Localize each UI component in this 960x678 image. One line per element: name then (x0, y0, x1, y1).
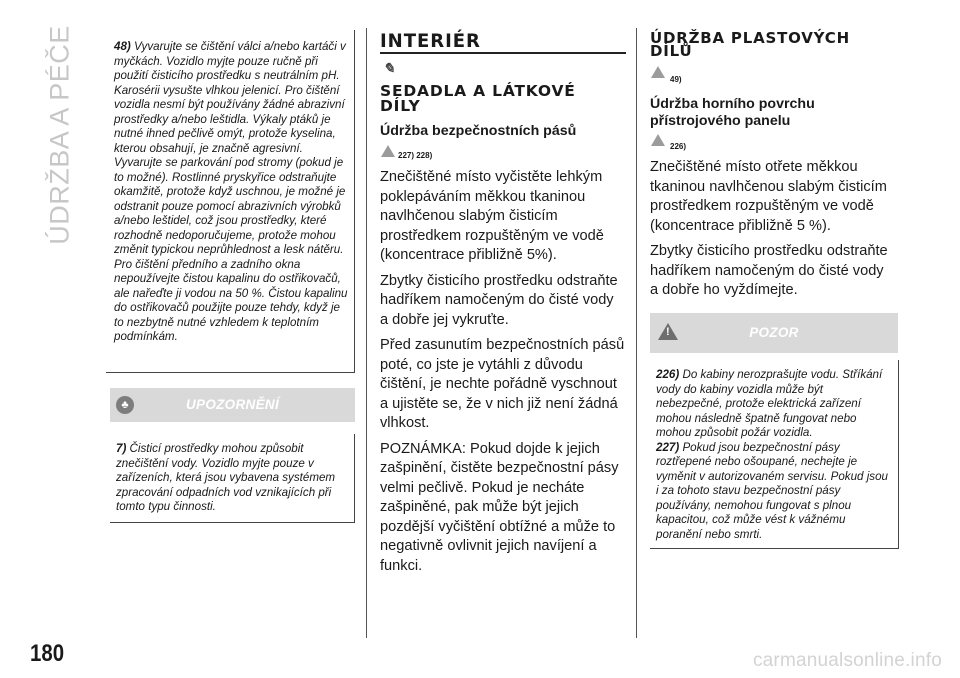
plastics-ref: 49) (670, 75, 682, 84)
heading-rule (380, 52, 626, 54)
dashboard-title: Údržba horního povrchu přístrojového panelu (650, 96, 815, 129)
subheading-seats: SEDADLA A LÁTKOVÉ DÍLY (380, 82, 576, 115)
caution-bar (650, 313, 898, 353)
page-number: 180 (30, 640, 65, 667)
fiat-logo-icon: ✎ (383, 61, 395, 77)
note-7-text: Čisticí prostředky mohou způsobit znečištění vody. Vozidlo myjte pouze v zařízeních, která jsou vybavena systémem zpracování odpadních vod vznikajících při tomto typu činnosti. (116, 442, 336, 513)
seatbelt-refs: 227) 228) (398, 151, 433, 160)
caution-notes (656, 368, 892, 542)
caution-label: POZOR (749, 325, 799, 340)
environment-icon: ♣ (116, 396, 134, 414)
caution-notes-box (650, 360, 899, 549)
column-divider-2 (636, 28, 637, 638)
note-227-text: Pokud jsou bezpečnostní pásy roztřepené nebo ošoupané, nechejte je vyměnit v autorizovaném servisu. Pokud jsou i za tohoto stavu bezpečnostní pásy používány, nemohou fungovat s plnou kapacitou, což může vést k vážnému poranění nebo smrti. (656, 440, 888, 541)
note-226-text: Do kabiny nerozprašujte vodu. Stříkání vody do kabiny vozidla může být nebezpečné, protože elektrická zařízení mohou následně špatně fungovat nebo mohou způsobit požár vozidla. (656, 368, 883, 439)
note-48-text: Vyvarujte se čištění válci a/nebo kartáči v myčkách. Vozidlo myjte pouze ručně při použití čisticího prostředku s neutrálním pH. Karosérii vysušte vlhkou jelenicí. Pro čištění vozidla nesmí být používány žádné abrazivní prostředky a/nebo leštidla. Výkaly ptáků je nutné ihned pečlivě omýt, protože kyselina, kterou obsahují, je značně agresivní. Vyvarujte se parkování pod stromy (pokud je to možné). Rostlinné pryskyřice odstraňujte okamžitě, protože když uschnou, je možné je odstranit pouze pomocí abrazivních výrobků a/nebo leštidel, což jsou prostředky, které rozhodně nedoporučujeme, protože mohou změnit typickou neprůhlednost a lesk nátěru. Pro čištění předního a zadního okna nepoužívejte čistou kapalinu do ostřikovačů, ale nařeďte ji vodou na 50 %. Čistou kapalinu do ostřikovačů použijte pouze tehdy, když je to nezbytně nutné vzhledem k teplotním podmínkám. (114, 40, 348, 343)
warning-bar (110, 388, 355, 422)
dashboard-body (650, 158, 895, 307)
warning-triangle-icon (381, 145, 395, 157)
note-226-number: 226) (656, 368, 680, 381)
warning-triangle-icon (651, 66, 665, 78)
column-divider-1 (366, 28, 367, 638)
paragraph: Před zasunutím bezpečnostních pásů poté, co jste je vytáhli z důvodu čištění, je nechte pořádně vyschnout a ujistěte se, že v nich již není žádná vlhkost. (380, 337, 625, 431)
warning-triangle-icon (651, 134, 665, 146)
seatbelt-body (380, 168, 625, 582)
dashboard-ref: 226) (670, 142, 687, 151)
warning-label: UPOZORNĚNÍ (185, 397, 279, 412)
paragraph: Znečištěné místo otřete měkkou tkaninou navlhčenou slabým čisticím prostředkem rozpuštěným ve vodě (koncentrace přibližně 5 %). (650, 159, 887, 234)
seatbelt-title: Údržba bezpečnostních pásů (380, 123, 577, 139)
note-7-number: 7) (116, 442, 127, 455)
paragraph: Zbytky čisticího prostředku odstraňte hadříkem namočeným do čisté vody a dobře jej vykruťte. (380, 272, 618, 328)
section-heading-interior: INTERIÉR (380, 30, 481, 52)
note-227-number: 227) (656, 440, 680, 454)
paragraph: Zbytky čisticího prostředku odstraňte hadříkem namočeným do čisté vody a dobře ho vyždímejte. (650, 243, 888, 298)
paragraph: Znečištěné místo vyčistěte lehkým poklepáváním měkkou tkaninou navlhčenou slabým čisticím prostředkem rozpuštěným ve vodě (koncentrace přibližně 5%). (380, 169, 604, 263)
note-7-box (110, 434, 355, 523)
note-48-box (106, 30, 355, 373)
paragraph: POZNÁMKA: Pokud dojde k jejich zašpinění, čistěte bezpečnostní pásy velmi pečlivě. Pokud je necháte zašpiněné, pak může být jejich pozdější vyčištění obtížné a může to negativně ovlivnit jejich navíjení a funkci. (380, 440, 619, 574)
note-7 (116, 442, 348, 515)
side-section-title: ÚDRŽBA A PÉČE (44, 25, 75, 245)
watermark: carmanualsonline.info (752, 650, 942, 671)
note-48 (114, 40, 350, 345)
note-48-number: 48) (114, 40, 131, 53)
section-heading-plastics: ÚDRŽBA PLASTOVÝCH DÍLŮ (650, 29, 850, 60)
